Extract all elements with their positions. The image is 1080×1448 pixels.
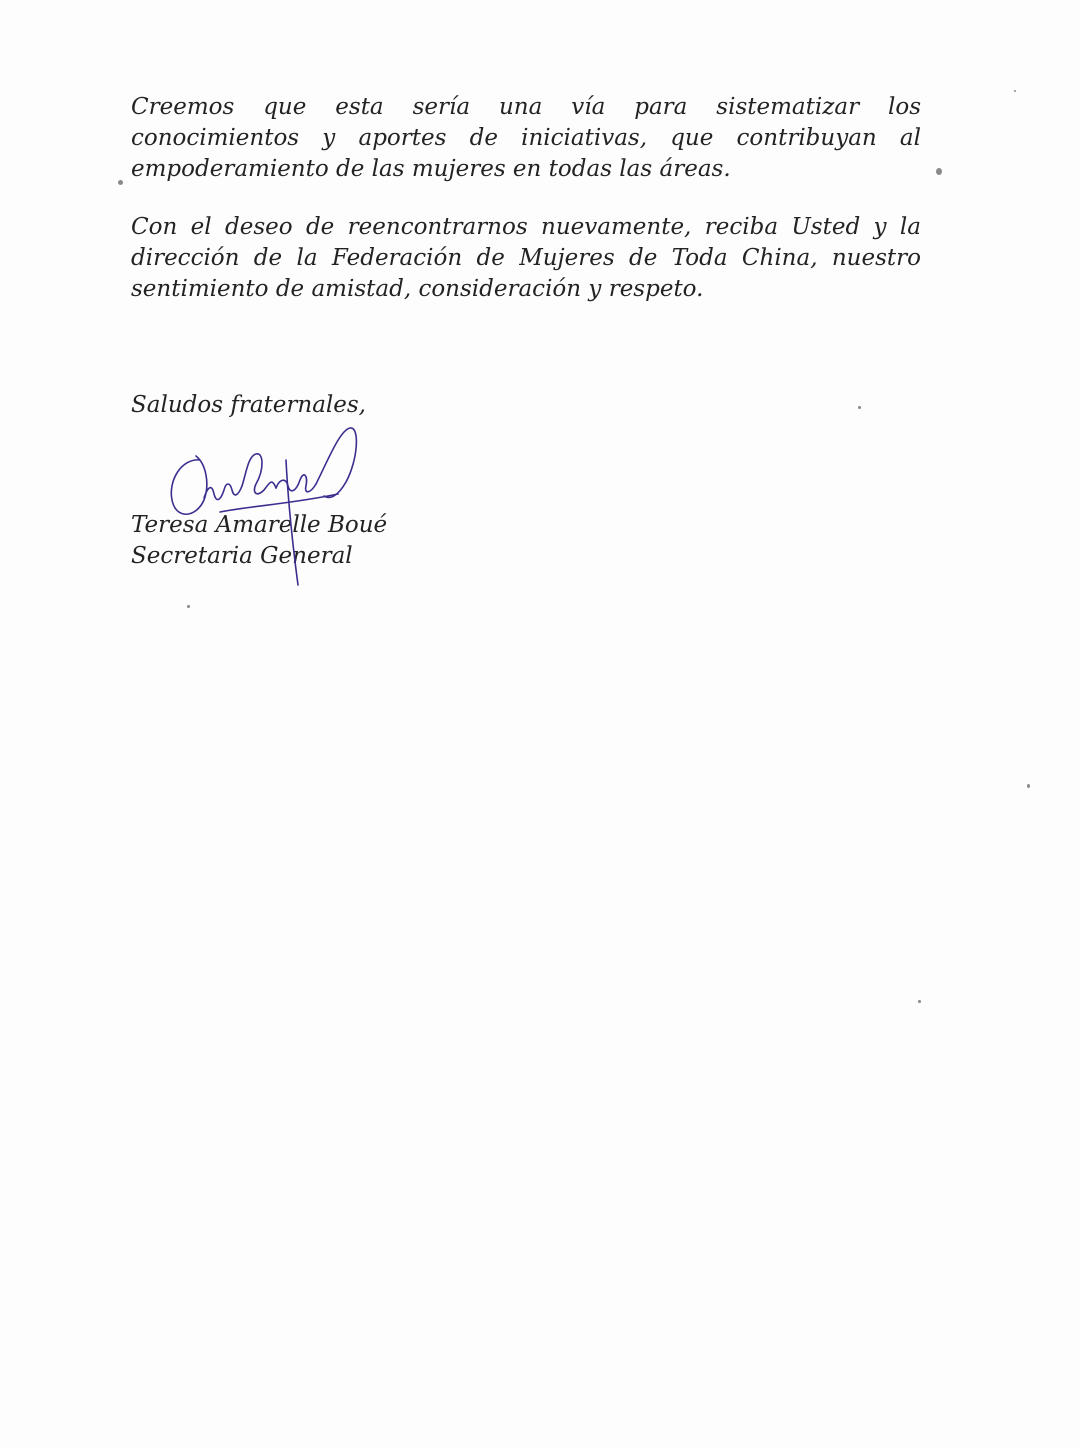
- body-paragraph-1: Creemos que esta sería una vía para sistematizar los conocimientos y aportes de iniciativas, que contribuyan al empoderamiento de las mujeres en todas las áreas.: [131, 94, 921, 182]
- paper-speck: [118, 180, 123, 185]
- signer-title: Secretaria General: [131, 543, 353, 569]
- paper-speck: [1014, 90, 1016, 92]
- closing-salutation: Saludos fraternales,: [131, 392, 366, 418]
- paper-speck: [1027, 784, 1030, 788]
- handwritten-signature: [160, 420, 390, 590]
- signer-name: Teresa Amarelle Boué: [131, 512, 388, 538]
- paper-speck: [918, 1000, 921, 1003]
- paper-speck: [936, 168, 942, 175]
- paper-speck: [187, 605, 190, 608]
- paper-speck: [858, 406, 861, 409]
- body-paragraph-2: Con el deseo de reencontrarnos nuevamente, reciba Usted y la dirección de la Federación de Mujeres de Toda China, nuestro sentimiento de amistad, consideración y respeto.: [131, 214, 921, 302]
